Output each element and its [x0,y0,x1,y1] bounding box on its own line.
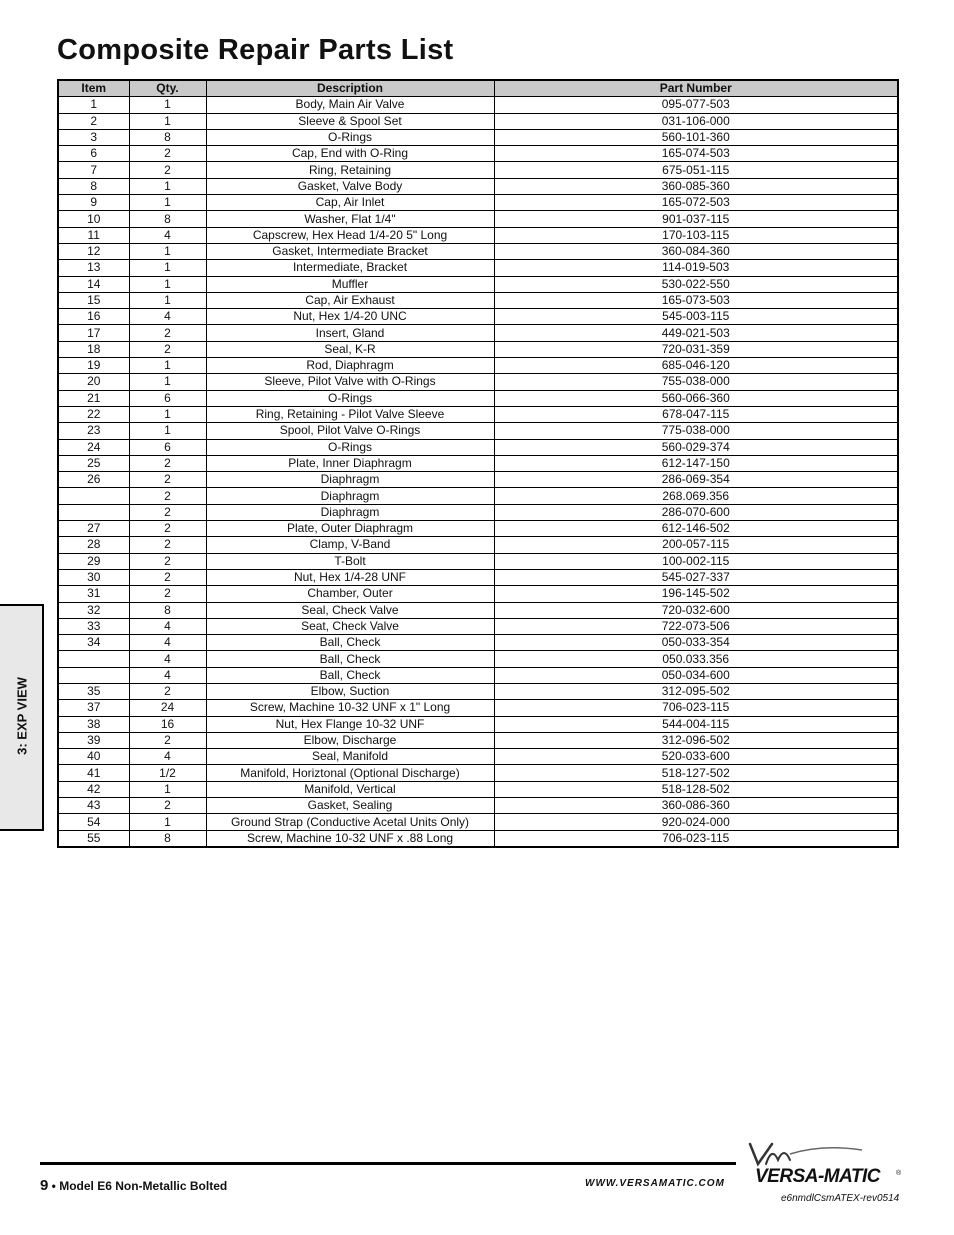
table-row [58,667,898,683]
cell-item: 12 [58,243,129,259]
cell-item: 17 [58,325,129,341]
table-row [58,423,898,439]
cell-description: O-Rings [206,390,494,406]
cell-part-number: 544-004-115 [494,716,898,732]
cell-qty: 1 [129,178,206,194]
cell-qty: 1 [129,97,206,113]
cell-part-number: 612-146-502 [494,521,898,537]
table-row [58,113,898,129]
cell-part-number: 114-019-503 [494,260,898,276]
cell-item: 30 [58,569,129,585]
cell-qty: 4 [129,227,206,243]
table-row [58,227,898,243]
cell-description: O-Rings [206,129,494,145]
cell-part-number: 165-074-503 [494,146,898,162]
cell-item: 9 [58,195,129,211]
cell-description: Nut, Hex 1/4-28 UNF [206,569,494,585]
cell-qty: 4 [129,618,206,634]
cell-part-number: 775-038-000 [494,423,898,439]
header-qty: Qty. [129,80,206,97]
cell-part-number: 560-066-360 [494,390,898,406]
table-row [58,406,898,422]
cell-item: 55 [58,830,129,847]
header-description: Description [206,80,494,97]
table-row [58,439,898,455]
cell-part-number: 170-103-115 [494,227,898,243]
cell-part-number: 530-022-550 [494,276,898,292]
table-row [58,781,898,797]
cell-item: 35 [58,683,129,699]
cell-qty: 2 [129,325,206,341]
cell-item: 32 [58,602,129,618]
table-row [58,521,898,537]
cell-part-number: 720-032-600 [494,602,898,618]
header-item: Item [58,80,129,97]
cell-part-number: 560-101-360 [494,129,898,145]
cell-qty: 1 [129,374,206,390]
cell-qty: 2 [129,798,206,814]
cell-description: Cap, Air Exhaust [206,292,494,308]
cell-item: 3 [58,129,129,145]
cell-part-number: 165-072-503 [494,195,898,211]
cell-description: Washer, Flat 1/4" [206,211,494,227]
cell-part-number: 050-034-600 [494,667,898,683]
cell-item [58,667,129,683]
cell-part-number: 545-003-115 [494,309,898,325]
table-row [58,455,898,471]
registered-mark: ® [896,1170,902,1177]
cell-item: 40 [58,749,129,765]
page-title: Composite Repair Parts List [57,34,454,66]
cell-description: Ground Strap (Conductive Acetal Units Only) [206,814,494,830]
cell-description: Cap, Air Inlet [206,195,494,211]
cell-description: Sleeve, Pilot Valve with O-Rings [206,374,494,390]
cell-description: Ring, Retaining - Pilot Valve Sleeve [206,406,494,422]
cell-part-number: 545-027-337 [494,569,898,585]
document-code: e6nmdlCsmATEX-rev0514 [781,1193,900,1204]
table-row [58,830,898,847]
table-row [58,129,898,145]
cell-qty: 1 [129,113,206,129]
cell-part-number: 286-070-600 [494,504,898,520]
cell-item: 2 [58,113,129,129]
table-row [58,569,898,585]
cell-description: Nut, Hex Flange 10-32 UNF [206,716,494,732]
cell-item: 25 [58,455,129,471]
table-row [58,325,898,341]
cell-qty: 16 [129,716,206,732]
cell-description: Seat, Check Valve [206,618,494,634]
cell-part-number: 286-069-354 [494,472,898,488]
cell-item: 1 [58,97,129,113]
table-row [58,341,898,357]
cell-qty: 4 [129,651,206,667]
cell-description: Gasket, Valve Body [206,178,494,194]
cell-part-number: 449-021-503 [494,325,898,341]
cell-description: Muffler [206,276,494,292]
cell-part-number: 360-084-360 [494,243,898,259]
cell-qty: 2 [129,472,206,488]
table-row [58,716,898,732]
cell-description: Seal, Manifold [206,749,494,765]
table-row [58,765,898,781]
table-row [58,618,898,634]
cell-description: Gasket, Sealing [206,798,494,814]
cell-item: 41 [58,765,129,781]
cell-item: 18 [58,341,129,357]
cell-qty: 2 [129,341,206,357]
cell-item: 20 [58,374,129,390]
cell-item: 24 [58,439,129,455]
cell-description: Spool, Pilot Valve O-Rings [206,423,494,439]
cell-part-number: 685-046-120 [494,358,898,374]
table-row [58,146,898,162]
cell-part-number: 722-073-506 [494,618,898,634]
cell-part-number: 675-051-115 [494,162,898,178]
cell-item: 21 [58,390,129,406]
table-row [58,374,898,390]
table-row [58,162,898,178]
cell-item: 29 [58,553,129,569]
cell-item [58,651,129,667]
table-row [58,260,898,276]
cell-description: T-Bolt [206,553,494,569]
cell-description: Sleeve & Spool Set [206,113,494,129]
cell-description: Screw, Machine 10-32 UNF x 1" Long [206,700,494,716]
table-row [58,586,898,602]
cell-part-number: 520-033-600 [494,749,898,765]
cell-item: 39 [58,732,129,748]
table-row [58,537,898,553]
cell-qty: 2 [129,488,206,504]
cell-description: Capscrew, Hex Head 1/4-20 5" Long [206,227,494,243]
table-row [58,97,898,113]
cell-item: 13 [58,260,129,276]
cell-item: 19 [58,358,129,374]
cell-description: Diaphragm [206,504,494,520]
cell-part-number: 518-127-502 [494,765,898,781]
cell-qty: 2 [129,553,206,569]
cell-part-number: 050-033-354 [494,635,898,651]
footer-page-info [40,1177,227,1194]
table-row [58,195,898,211]
section-tab-label: 3: EXP VIEW [14,677,30,755]
cell-item: 43 [58,798,129,814]
cell-qty: 6 [129,390,206,406]
table-row [58,243,898,259]
cell-part-number: 312-095-502 [494,683,898,699]
cell-item: 23 [58,423,129,439]
table-row [58,732,898,748]
cell-part-number: 360-085-360 [494,178,898,194]
cell-qty: 6 [129,439,206,455]
cell-item: 7 [58,162,129,178]
cell-description: Plate, Inner Diaphragm [206,455,494,471]
cell-qty: 1 [129,406,206,422]
cell-item: 22 [58,406,129,422]
table-row [58,798,898,814]
cell-item [58,504,129,520]
cell-qty: 2 [129,455,206,471]
cell-part-number: 706-023-115 [494,830,898,847]
cell-item: 27 [58,521,129,537]
cell-qty: 2 [129,162,206,178]
website-url: WWW.VERSAMATIC.COM [585,1178,725,1189]
cell-description: Diaphragm [206,472,494,488]
cell-part-number: 901-037-115 [494,211,898,227]
cell-qty: 2 [129,732,206,748]
cell-description: Cap, End with O-Ring [206,146,494,162]
table-row [58,749,898,765]
cell-part-number: 200-057-115 [494,537,898,553]
cell-qty: 8 [129,129,206,145]
cell-qty: 1 [129,814,206,830]
cell-description: Insert, Gland [206,325,494,341]
cell-qty: 1 [129,423,206,439]
cell-part-number: 560-029-374 [494,439,898,455]
cell-qty: 1/2 [129,765,206,781]
cell-description: Screw, Machine 10-32 UNF x .88 Long [206,830,494,847]
cell-description: Elbow, Discharge [206,732,494,748]
table-row [58,553,898,569]
cell-qty: 1 [129,276,206,292]
cell-qty: 2 [129,146,206,162]
cell-item: 34 [58,635,129,651]
parts-table [57,79,899,848]
cell-part-number: 312-096-502 [494,732,898,748]
table-row [58,814,898,830]
cell-item: 10 [58,211,129,227]
table-row [58,358,898,374]
cell-description: Seal, K-R [206,341,494,357]
cell-description: Elbow, Suction [206,683,494,699]
table-row [58,292,898,308]
cell-qty: 1 [129,292,206,308]
cell-part-number: 612-147-150 [494,455,898,471]
table-row [58,276,898,292]
cell-item: 28 [58,537,129,553]
cell-part-number: 268.069.356 [494,488,898,504]
cell-part-number: 165-073-503 [494,292,898,308]
cell-description: Intermediate, Bracket [206,260,494,276]
cell-qty: 2 [129,683,206,699]
table-row [58,390,898,406]
cell-description: Body, Main Air Valve [206,97,494,113]
cell-part-number: 518-128-502 [494,781,898,797]
cell-part-number: 720-031-359 [494,341,898,357]
cell-part-number: 920-024-000 [494,814,898,830]
cell-description: Ring, Retaining [206,162,494,178]
table-row [58,700,898,716]
cell-part-number: 706-023-115 [494,700,898,716]
cell-qty: 1 [129,195,206,211]
cell-item: 33 [58,618,129,634]
cell-qty: 4 [129,749,206,765]
cell-qty: 2 [129,504,206,520]
cell-item: 15 [58,292,129,308]
parts-table-body [58,97,898,847]
cell-part-number: 095-077-503 [494,97,898,113]
table-row [58,635,898,651]
table-header-row [58,80,898,97]
cell-item: 16 [58,309,129,325]
cell-item: 37 [58,700,129,716]
table-row [58,504,898,520]
cell-description: Seal, Check Valve [206,602,494,618]
cell-item: 6 [58,146,129,162]
table-row [58,651,898,667]
cell-qty: 2 [129,569,206,585]
cell-item: 38 [58,716,129,732]
cell-qty: 1 [129,243,206,259]
cell-item [58,488,129,504]
cell-part-number: 196-145-502 [494,586,898,602]
cell-part-number: 100-002-115 [494,553,898,569]
cell-qty: 8 [129,830,206,847]
cell-qty: 8 [129,211,206,227]
cell-part-number: 755-038-000 [494,374,898,390]
cell-item: 11 [58,227,129,243]
cell-description: Rod, Diaphragm [206,358,494,374]
cell-qty: 24 [129,700,206,716]
cell-item: 42 [58,781,129,797]
table-row [58,309,898,325]
cell-qty: 4 [129,667,206,683]
brand-name: VERSA-MATIC [755,1166,881,1187]
cell-qty: 4 [129,635,206,651]
cell-description: Chamber, Outer [206,586,494,602]
cell-qty: 2 [129,537,206,553]
table-row [58,472,898,488]
cell-description: Manifold, Vertical [206,781,494,797]
page-number: 9 [40,1177,49,1194]
cell-description: Ball, Check [206,635,494,651]
footer-divider [40,1162,736,1165]
cell-item: 8 [58,178,129,194]
header-part-number: Part Number [494,80,898,97]
cell-qty: 4 [129,309,206,325]
cell-part-number: 050.033.356 [494,651,898,667]
cell-description: O-Rings [206,439,494,455]
cell-description: Plate, Outer Diaphragm [206,521,494,537]
cell-part-number: 360-086-360 [494,798,898,814]
cell-qty: 1 [129,260,206,276]
cell-part-number: 031-106-000 [494,113,898,129]
table-row [58,683,898,699]
table-row [58,488,898,504]
model-name: • Model E6 Non-Metallic Bolted [48,1179,228,1193]
cell-description: Ball, Check [206,667,494,683]
table-row [58,602,898,618]
cell-item: 14 [58,276,129,292]
table-row [58,211,898,227]
cell-item: 31 [58,586,129,602]
cell-qty: 1 [129,781,206,797]
cell-qty: 2 [129,521,206,537]
cell-qty: 8 [129,602,206,618]
cell-description: Gasket, Intermediate Bracket [206,243,494,259]
cell-description: Manifold, Horiztonal (Optional Discharge) [206,765,494,781]
cell-part-number: 678-047-115 [494,406,898,422]
cell-description: Nut, Hex 1/4-20 UNC [206,309,494,325]
cell-description: Ball, Check [206,651,494,667]
cell-description: Diaphragm [206,488,494,504]
cell-qty: 1 [129,358,206,374]
table-row [58,178,898,194]
cell-item: 54 [58,814,129,830]
cell-description: Clamp, V-Band [206,537,494,553]
cell-item: 26 [58,472,129,488]
cell-qty: 2 [129,586,206,602]
